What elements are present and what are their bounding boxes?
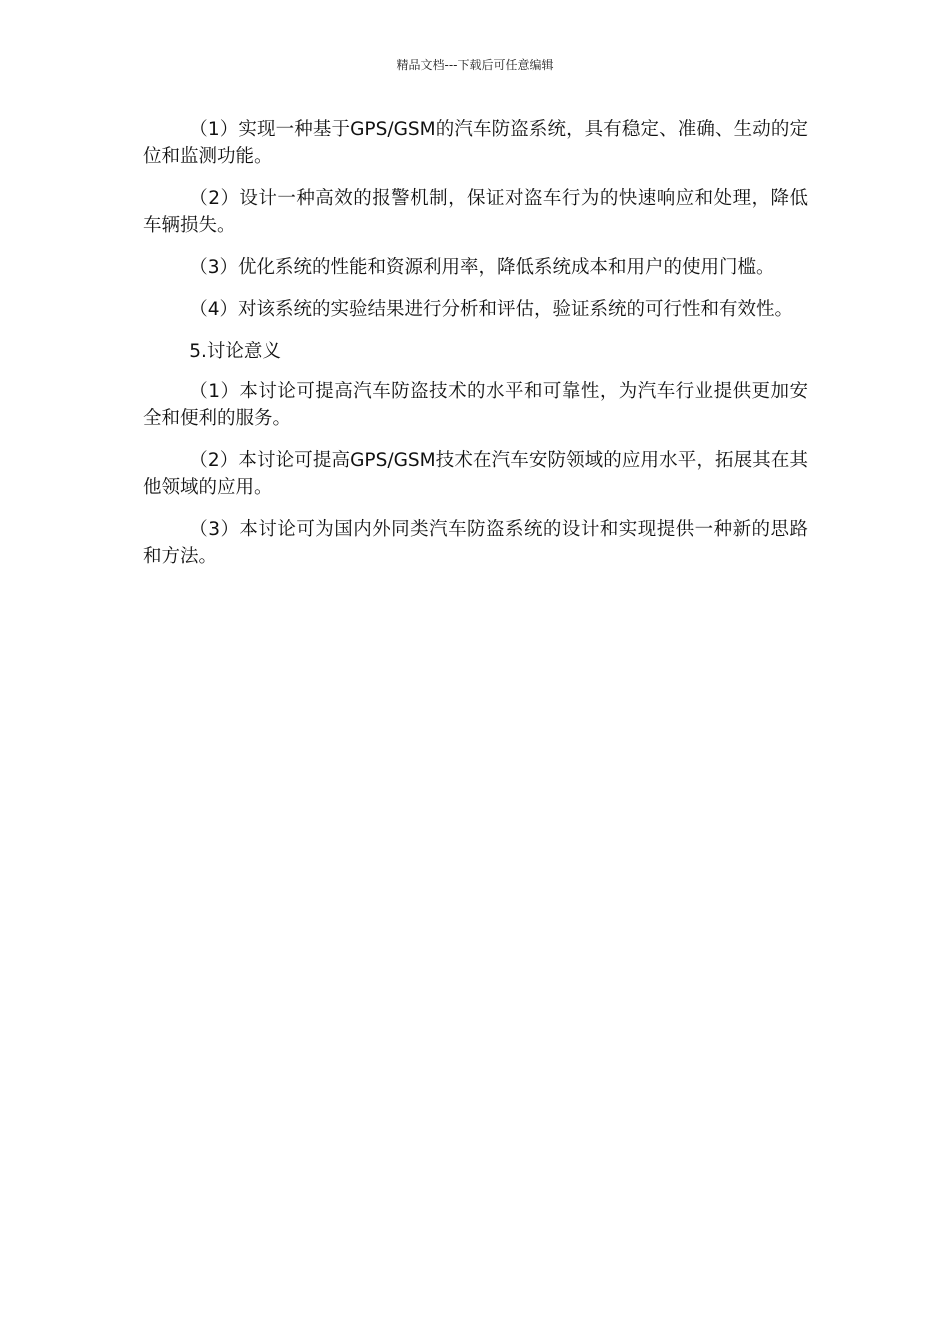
- goal-item-2: （2）设计一种高效的报警机制，保证对盗车行为的快速响应和处理，降低车辆损失。: [143, 188, 808, 236]
- goal-item-4: （4）对该系统的实验结果进行分析和评估，验证系统的可行性和有效性。: [189, 299, 794, 320]
- goal-item-1: （1）实现一种基于GPS/GSM的汽车防盗系统，具有稳定、准确、生动的定位和监测功能。: [143, 119, 808, 167]
- significance-item-2: （2）本讨论可提高GPS/GSM技术在汽车安防领域的应用水平，拓展其在其他领域的应用。: [143, 450, 808, 498]
- significance-item-1: （1）本讨论可提高汽车防盗技术的水平和可靠性，为汽车行业提供更加安全和便利的服务。: [143, 381, 808, 429]
- page-header: 精品文档---下载后可任意编辑: [396, 58, 554, 72]
- goal-item-3: （3）优化系统的性能和资源利用率，降低系统成本和用户的使用门槛。: [189, 257, 775, 278]
- document-body: [143, 116, 808, 585]
- section-heading: 5.讨论意义: [189, 341, 281, 362]
- significance-item-3: （3）本讨论可为国内外同类汽车防盗系统的设计和实现提供一种新的思路和方法。: [143, 519, 808, 567]
